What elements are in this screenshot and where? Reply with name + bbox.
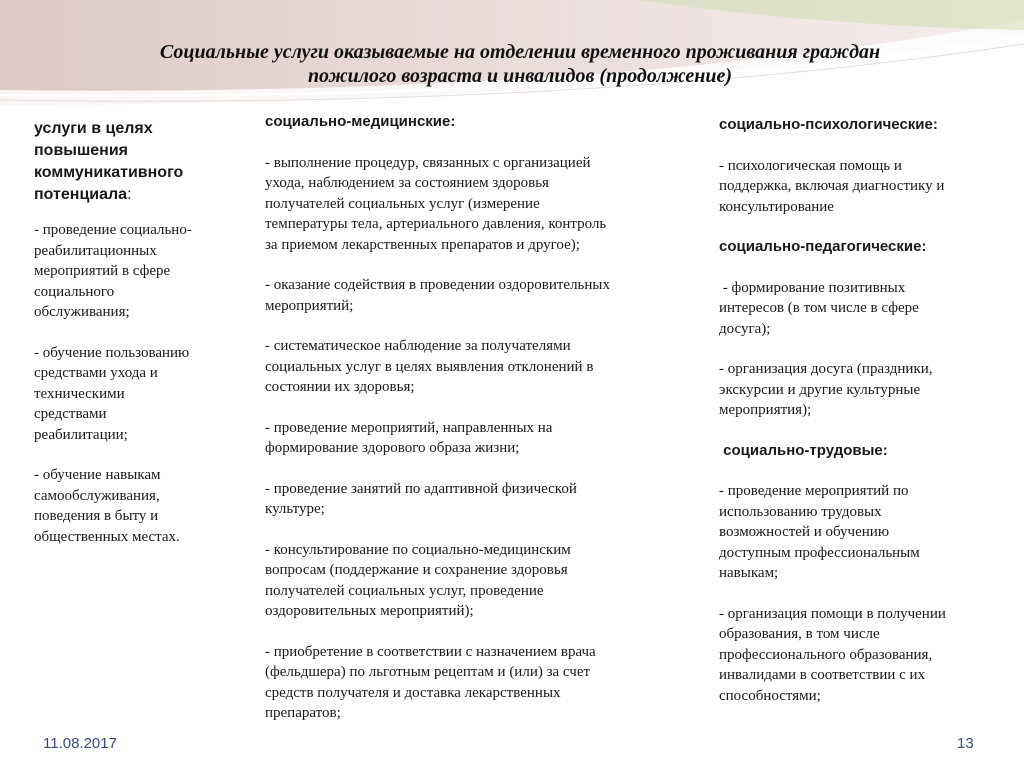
- list-item-line: навыкам;: [719, 565, 779, 581]
- list-item-line: мероприятия);: [719, 402, 812, 418]
- list-item-line: - обучение навыкам: [34, 467, 161, 483]
- list-item-line: - организация помощи в получении: [719, 605, 946, 622]
- column-other-services: [719, 115, 1009, 706]
- footer-date: 11.08.2017: [43, 735, 117, 752]
- list-item: [265, 479, 665, 520]
- list-item-line: общественных местах.: [34, 528, 180, 545]
- list-item: [265, 275, 665, 316]
- list-item: [719, 359, 1009, 421]
- list-item-line: - психологическая помощь и: [719, 157, 902, 174]
- page-number: 13: [957, 735, 974, 752]
- list-item-line: температуры тела, артериального давления, контроль: [265, 216, 607, 232]
- list-item-line: использованию трудовых: [719, 503, 882, 520]
- list-item-line: социальных услуг в целях выявления отклонений в: [265, 358, 594, 375]
- list-item-line: реабилитационных: [34, 242, 157, 259]
- list-item-line: - проведение занятий по адаптивной физической: [265, 480, 577, 497]
- list-item-line: средствами ухода и: [34, 365, 158, 381]
- list-item-line: культуре;: [265, 501, 325, 517]
- list-item-line: консультирование: [719, 198, 834, 215]
- list-item-line: - консультирование по социально-медицинским: [265, 541, 571, 558]
- list-item-line: доступным профессиональным: [719, 544, 920, 561]
- column-heading: социально-медицинские:: [265, 113, 456, 130]
- list-item-line: оздоровительных мероприятий);: [265, 603, 474, 619]
- list-item: [34, 465, 239, 547]
- list-item-line: получателей социальных услуг (измерение: [265, 195, 540, 212]
- list-item-line: - организация досуга (праздники,: [719, 361, 933, 377]
- list-item-line: (фельдшера) по льготным рецептам и (или) за счет: [265, 664, 591, 680]
- section-heading-psychological: социально-психологические:: [719, 116, 938, 133]
- slide-title: [60, 40, 980, 88]
- list-item-line: досуга);: [719, 320, 771, 337]
- column-communication-services: [34, 118, 239, 547]
- list-item: [34, 343, 239, 446]
- list-item-line: - обучение пользованию: [34, 344, 190, 361]
- list-item-line: препаратов;: [265, 705, 341, 721]
- list-item-line: интересов (в том числе в сфере: [719, 300, 919, 316]
- list-item-line: техническими: [34, 385, 125, 402]
- column-medical-services: [265, 112, 665, 724]
- list-item-line: - приобретение в соответствии с назначением врача: [265, 643, 596, 660]
- list-item-line: экскурсии и другие культурные: [719, 381, 921, 398]
- list-item-line: мероприятий;: [265, 297, 354, 314]
- list-item-line: - проведение мероприятий по: [719, 483, 909, 499]
- list-item-line: поддержка, включая диагностику и: [719, 178, 945, 194]
- list-item-line: обслуживания;: [34, 304, 130, 320]
- list-item-line: - проведение социально-: [34, 222, 192, 238]
- list-item: [265, 540, 665, 622]
- list-item-line: средствами: [34, 406, 107, 422]
- list-item: [719, 481, 1009, 584]
- list-item-line: образования, в том числе: [719, 626, 880, 642]
- list-item-line: поведения в быту и: [34, 508, 159, 524]
- list-item-line: - оказание содействия в проведении оздоровительных: [265, 277, 610, 293]
- list-item: [265, 336, 665, 398]
- list-item-line: - выполнение процедур, связанных с организацией: [265, 154, 591, 171]
- list-item-line: возможностей и обучению: [719, 524, 890, 540]
- list-item-line: социального: [34, 283, 115, 300]
- slide-title-line-2: пожилого возраста и инвалидов (продолжение): [307, 65, 733, 87]
- slide-title-line-1: Социальные услуги оказываемые на отделении временного проживания граждан: [159, 41, 881, 63]
- list-item: [34, 220, 239, 323]
- list-item: [265, 418, 665, 459]
- list-item-line: мероприятий в сфере: [34, 263, 171, 279]
- list-item-line: средств получателя и доставка лекарственных: [265, 684, 561, 701]
- section-heading-labor: социально-трудовые:: [719, 441, 888, 459]
- list-item: [719, 278, 1009, 340]
- list-item: [265, 153, 665, 256]
- list-item-line: формирование здорового образа жизни;: [265, 440, 520, 456]
- list-item: [719, 156, 1009, 218]
- list-item-line: состоянии их здоровья;: [265, 379, 415, 395]
- list-item-line: самообслуживания,: [34, 487, 160, 504]
- list-item: [719, 604, 1009, 707]
- list-item: [265, 642, 665, 724]
- list-item-line: инвалидами в соответствии с их: [719, 667, 926, 683]
- list-item-line: реабилитации;: [34, 426, 128, 443]
- column-heading: услуги в целях повышения коммуникативного потенциала:: [34, 120, 184, 203]
- list-item-line: получателей социальных услуг, проведение: [265, 582, 544, 599]
- list-item-line: - проведение мероприятий, направленных на: [265, 419, 553, 436]
- list-item-line: способностями;: [719, 687, 821, 704]
- list-item-line: ухода, наблюдением за состоянием здоровья: [265, 175, 549, 191]
- list-item-line: профессионального образования,: [719, 646, 933, 663]
- list-item-line: вопросам (поддержание и сохранение здоровья: [265, 562, 568, 578]
- list-item-line: - систематическое наблюдение за получателями: [265, 338, 571, 354]
- list-item-line: за приемом лекарственных препаратов и другое);: [265, 236, 580, 253]
- section-heading-pedagogical: социально-педагогические:: [719, 238, 927, 255]
- list-item-line: - формирование позитивных: [719, 279, 906, 296]
